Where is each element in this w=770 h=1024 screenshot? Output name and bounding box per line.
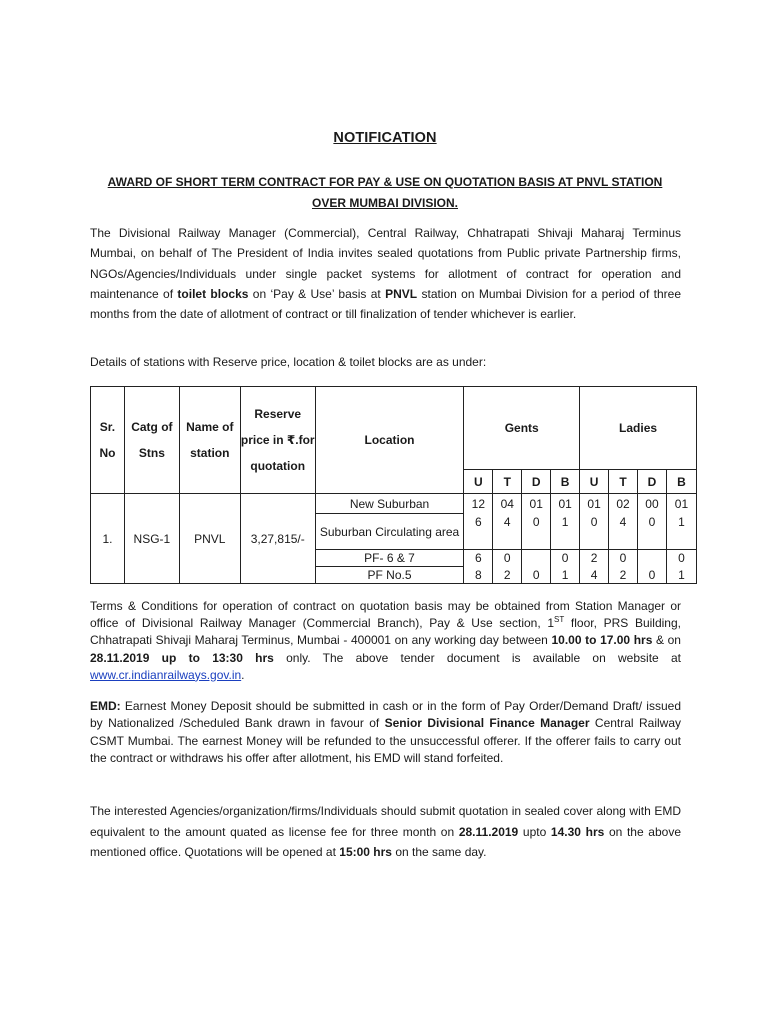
- emd-label: EMD:: [90, 699, 121, 713]
- terms-bold-deadline: 28.11.2019 up to 13:30 hrs: [90, 650, 274, 665]
- details-line: Details of stations with Reserve price, location & toilet blocks are as under:: [90, 355, 487, 369]
- value-cell: 4: [493, 514, 522, 550]
- value-cell: [637, 550, 666, 567]
- terms-bold-hours: 10.00 to 17.00 hrs: [551, 633, 653, 648]
- closing-text-4: on the same day.: [391, 845, 487, 859]
- intro-text-3: station on Mumbai Division for a period of three months from the date of allotment of contract or till finalization of tender whichever is earlier.: [90, 286, 682, 322]
- intro-bold-toilet-blocks: toilet blocks: [177, 286, 249, 301]
- closing-bold-date: 28.11.2019: [458, 824, 519, 839]
- location-name: Suburban Circulating area: [315, 514, 464, 550]
- page-subtitle: AWARD OF SHORT TERM CONTRACT FOR PAY & USE ON QUOTATION BASIS AT PNVL STATION OVER MUMBAI DIVISION.: [107, 175, 663, 210]
- header-ladies: Ladies: [580, 387, 697, 470]
- value-cell: 12: [464, 494, 493, 514]
- closing-text-2: upto: [518, 824, 551, 839]
- value-cell: 0: [551, 550, 580, 567]
- value-cell: 6: [464, 550, 493, 567]
- value-cell: 0: [580, 514, 609, 550]
- value-cell: 0: [522, 514, 551, 550]
- row-sr: 1.: [91, 494, 125, 584]
- header-name: Name of station: [179, 387, 240, 494]
- value-cell: 1: [666, 567, 696, 584]
- value-cell: [522, 550, 551, 567]
- terms-text-5: .: [241, 667, 245, 682]
- value-cell: 04: [493, 494, 522, 514]
- value-cell: 01: [551, 494, 580, 514]
- closing-bold-open-time: 15:00 hrs: [339, 845, 392, 859]
- value-cell: 2: [580, 550, 609, 567]
- intro-bold-station: PNVL: [385, 286, 418, 301]
- value-cell: 1: [551, 567, 580, 584]
- location-name: PF No.5: [315, 567, 464, 584]
- value-cell: 01: [522, 494, 551, 514]
- value-cell: 2: [493, 567, 522, 584]
- subheader-cell: U: [464, 470, 493, 494]
- value-cell: 4: [580, 567, 609, 584]
- terms-text-4: only. The above tender document is available on website at: [273, 650, 681, 665]
- row-station: PNVL: [179, 494, 240, 584]
- intro-text-2: on ‘Pay & Use’ basis at: [248, 286, 386, 301]
- closing-paragraph: [90, 801, 681, 863]
- value-cell: 02: [609, 494, 638, 514]
- header-gents: Gents: [464, 387, 580, 470]
- website-link[interactable]: www.cr.indianrailways.gov.in: [90, 667, 242, 682]
- intro-text-1: The Divisional Railway Manager (Commercial), Central Railway, Chhatrapati Shivaji Maharaj Terminus Mumbai, on behalf of The President of India invites sealed quotations from Public private Partnership firms, NGOs/Agencies/Individuals under single packet systems for allotment of contract for operation and maintenance of: [90, 226, 681, 301]
- closing-text-1: The interested Agencies/organization/firms/Individuals should submit quotation in sealed cover along with EMD equivalent to the amount quated as license fee for three month on: [90, 804, 681, 839]
- value-cell: 0: [637, 567, 666, 584]
- value-cell: 01: [580, 494, 609, 514]
- header-reserve: Reserve price in ₹.for quotation: [240, 387, 315, 494]
- terms-paragraph: [90, 598, 681, 684]
- value-cell: 2: [609, 567, 638, 584]
- terms-text-1: Terms & Conditions for operation of contract on quotation basis may be obtained from Station Manager or office of Divisional Railway Manager (Commercial Branch), Pay & Use section, 1: [90, 599, 681, 631]
- value-cell: 0: [637, 514, 666, 550]
- subheader-cell: T: [609, 470, 638, 494]
- value-cell: 8: [464, 567, 493, 584]
- location-name: New Suburban: [315, 494, 464, 514]
- emd-bold-payee: Senior Divisional Finance Manager: [384, 716, 590, 731]
- value-cell: 1: [551, 514, 580, 550]
- subheader-cell: D: [637, 470, 666, 494]
- header-catg: Catg of Stns: [124, 387, 179, 494]
- value-cell: 6: [464, 514, 493, 550]
- header-location: Location: [315, 387, 464, 494]
- table-row: [91, 494, 697, 514]
- emd-paragraph: [90, 698, 681, 768]
- terms-text-3: & on: [652, 633, 681, 648]
- value-cell: 01: [666, 494, 696, 514]
- page-title: NOTIFICATION: [333, 130, 437, 146]
- value-cell: 00: [637, 494, 666, 514]
- value-cell: 4: [609, 514, 638, 550]
- closing-bold-time: 14.30 hrs: [550, 824, 605, 839]
- value-cell: 0: [522, 567, 551, 584]
- closing-text-3: on the above mentioned office. Quotations will be opened at: [90, 824, 682, 859]
- subheader-cell: T: [493, 470, 522, 494]
- row-catg: NSG-1: [124, 494, 179, 584]
- value-cell: 0: [493, 550, 522, 567]
- emd-text-2: Central Railway CSMT Mumbai. The earnest Money will be refunded to the unsuccessful offerer. If the offerer fails to carry out the contract or withdraws his offer after allotment, his EMD will stand forfeited.: [90, 716, 681, 766]
- value-cell: 1: [666, 514, 696, 550]
- terms-superscript: ST: [554, 615, 565, 625]
- table-header-row: [91, 387, 697, 470]
- header-sr: Sr. No: [91, 387, 125, 494]
- intro-paragraph: [90, 223, 681, 324]
- subheader-cell: B: [551, 470, 580, 494]
- value-cell: 0: [609, 550, 638, 567]
- location-name: PF- 6 & 7: [315, 550, 464, 567]
- row-reserve: 3,27,815/-: [240, 494, 315, 584]
- value-cell: 0: [666, 550, 696, 567]
- subheader-cell: U: [580, 470, 609, 494]
- emd-text-1: Earnest Money Deposit should be submitted in cash or in the form of Pay Order/Demand Draft/ issued by Nationalized /Scheduled Bank drawn in favour of: [90, 699, 681, 731]
- subheader-cell: D: [522, 470, 551, 494]
- stations-table: [90, 386, 697, 584]
- subheader-cell: B: [666, 470, 696, 494]
- terms-text-2: floor, PRS Building, Chhatrapati Shivaji Maharaj Terminus, Mumbai - 400001 on any working day between: [90, 616, 681, 648]
